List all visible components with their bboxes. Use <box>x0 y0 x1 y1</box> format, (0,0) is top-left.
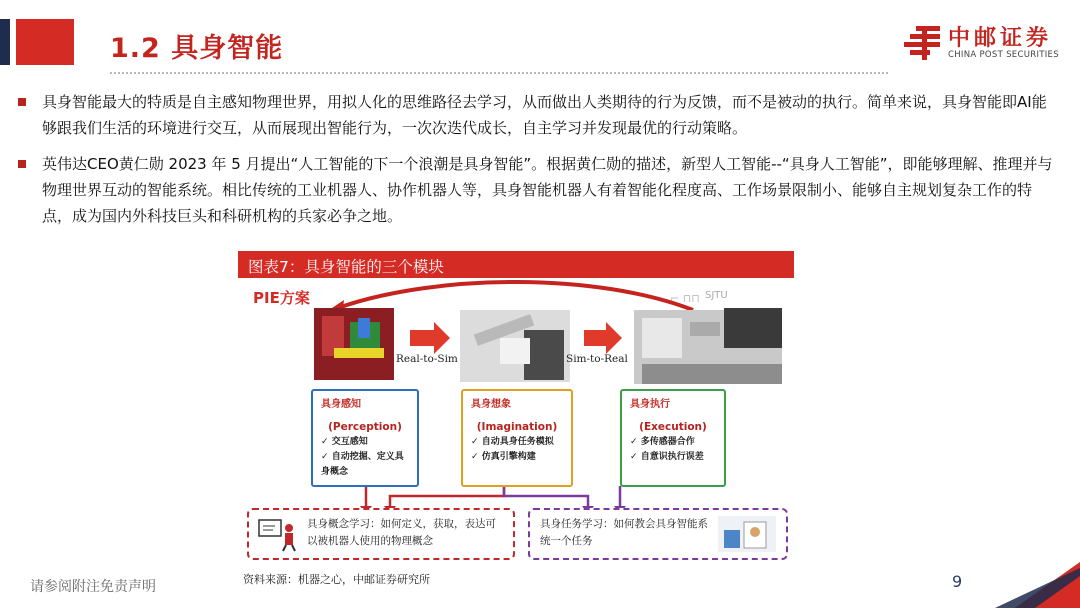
module-item: ✓ 仿真引擎构建 <box>471 452 536 462</box>
china-post-logo-icon <box>902 22 942 62</box>
sim-to-real-label: Sim-to-Real <box>566 353 628 365</box>
page-number: 9 <box>952 572 963 591</box>
title-divider <box>110 72 888 74</box>
module-item: ✓ 自意识执行误差 <box>630 452 704 462</box>
figure-caption-bar <box>238 251 794 278</box>
sjtu-watermark: SJTU <box>705 290 728 301</box>
header-red-block <box>16 19 74 65</box>
module-item: ✓ 自动挖掘、定义具身概念 <box>321 452 404 477</box>
footer-decoration <box>975 562 1080 608</box>
bullet-paragraph-1: 具身智能最大的特质是自主感知物理世界，用拟人化的思维路径去学习，从而做出人类期待的行为反馈，而不是被动的执行。简单来说，具身智能即AI能够跟我们生活的环境进行交互，从而展现出智能行为，一次次迭代成长，自主学习并发现最优的行动策略。 <box>42 93 1047 137</box>
module-english: (Imagination) <box>476 421 558 433</box>
teaching-illustration-icon <box>257 518 299 552</box>
figure-caption: 图表7：具身智能的三个模块 <box>248 258 444 276</box>
module-title: 具身感知 <box>321 399 361 410</box>
scheme-label: PIE方案 <box>253 289 310 307</box>
page-title: 1.2 具身智能 <box>110 33 284 64</box>
concept-learning-box <box>247 508 515 560</box>
task-learning-box <box>528 508 788 560</box>
module-imagination <box>461 389 573 487</box>
module-title: 具身想象 <box>471 399 511 410</box>
bullet-marker <box>18 160 26 168</box>
task-learning-text: 具身任务学习：如何教会具身智能系统一个任务 <box>540 518 708 547</box>
module-execution <box>620 389 726 487</box>
feedback-arc <box>338 282 693 310</box>
module-english: (Execution) <box>639 421 707 433</box>
concept-learning-text: 具身概念学习：如何定义，获取，表达可以被机器人使用的物理概念 <box>307 518 496 547</box>
real-to-sim-label: Real-to-Sim <box>396 353 458 365</box>
watermark-mark: ⌐ ⊓⊓ <box>670 292 700 305</box>
brand-name-cn: 中邮证券 <box>948 26 1053 51</box>
module-english: (Perception) <box>328 421 402 433</box>
module-item: ✓ 多传感器合作 <box>630 437 695 447</box>
bullet-paragraph-2: 英伟达CEO黄仁勋 2023 年 5 月提出“人工智能的下一个浪潮是具身智能”。根据黄仁勋的描述，新型人工智能--“具身人工智能”，即能够理解、推理并与物理世界互动的智能系统。相比传统的工业机器人、协作机器人等，具身智能机器人有着智能化程度高、工作场景限制小、能够自主规划复杂工作的特点，成为国内外科技巨头和科研机构的兵家必争之地。 <box>42 155 1053 225</box>
disclaimer-text: 请参阅附注免责声明 <box>30 579 156 595</box>
brand-name-en: CHINA POST SECURITIES <box>948 50 1059 60</box>
arrow-right-icon <box>584 322 622 354</box>
task-illustration-icon <box>718 516 776 552</box>
module-title: 具身执行 <box>630 399 670 410</box>
arrow-right-icon <box>410 322 450 354</box>
source-note: 资料来源：机器之心，中邮证券研究所 <box>243 573 430 586</box>
bullet-marker <box>18 98 26 106</box>
module-perception <box>311 389 419 487</box>
module-item: ✓ 自动具身任务模拟 <box>471 437 554 447</box>
module-item: ✓ 交互感知 <box>321 437 368 447</box>
header-accent-bar <box>0 19 10 65</box>
